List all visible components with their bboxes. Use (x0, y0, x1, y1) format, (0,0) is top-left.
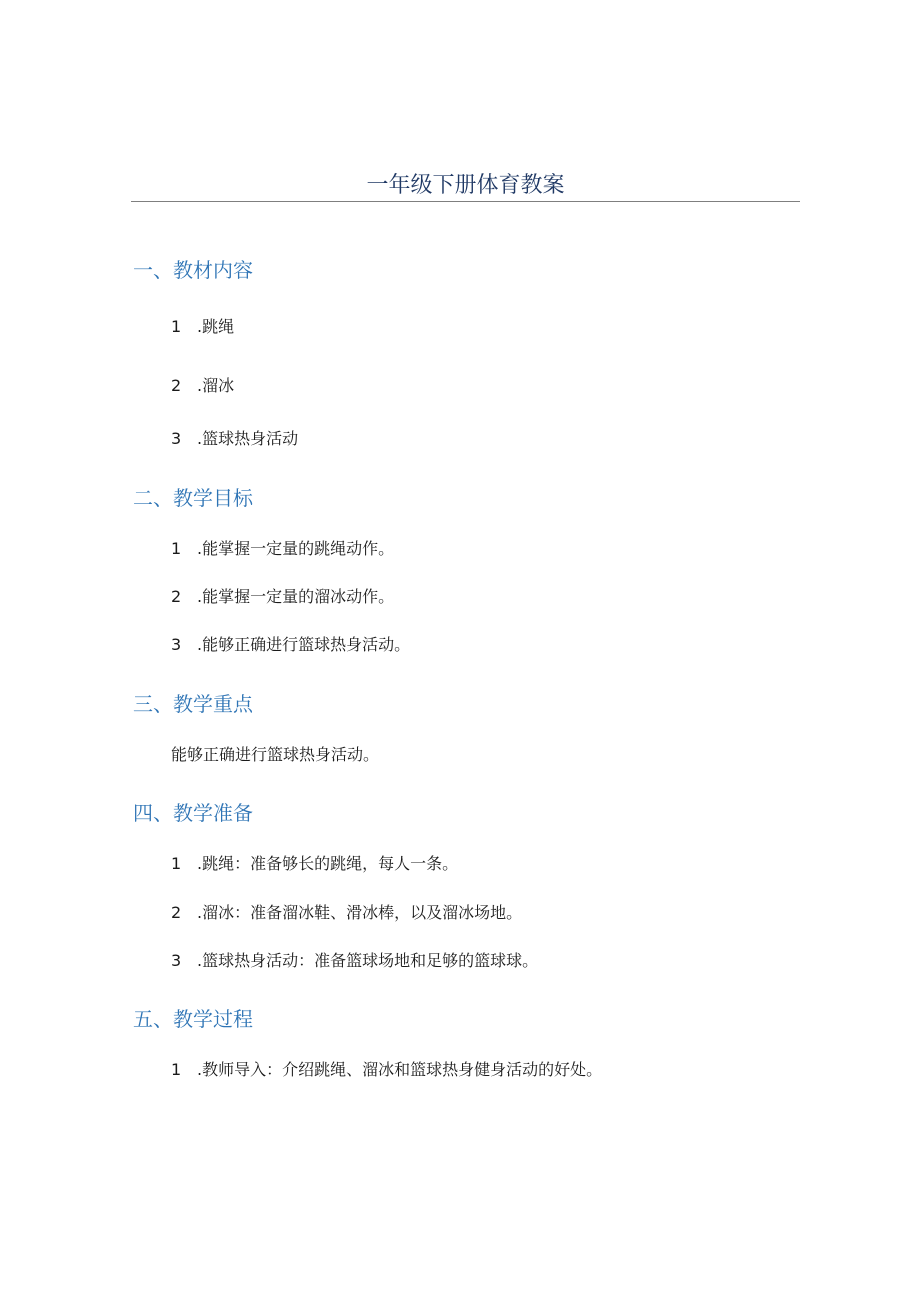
section-heading-process: 五、教学过程 (133, 1007, 253, 1031)
list-item (171, 851, 458, 874)
list-item (171, 1057, 602, 1080)
list-item (171, 314, 234, 337)
list-item-text: .能够正确进行篮球热身活动。 (197, 635, 411, 654)
list-item-number: 2 (171, 587, 182, 606)
list-item-text: .篮球热身活动 (197, 429, 299, 448)
list-item-text: .跳绳 (197, 317, 235, 336)
list-item (171, 948, 538, 971)
list-item (171, 373, 234, 396)
title-divider (131, 201, 800, 202)
section-heading-preparation: 四、教学准备 (133, 801, 253, 825)
list-item-number: 1 (171, 1060, 182, 1079)
list-item (171, 426, 298, 449)
list-item-number: 3 (171, 429, 182, 448)
list-item-number: 1 (171, 854, 182, 873)
list-item (171, 584, 394, 607)
list-item-text: .能掌握一定量的溜冰动作。 (197, 587, 395, 606)
list-item-text: .教师导入：介绍跳绳、溜冰和篮球热身健身活动的好处。 (197, 1060, 603, 1079)
list-item (171, 632, 410, 655)
section-paragraph: 能够正确进行篮球热身活动。 (171, 745, 380, 764)
list-item-text: .篮球热身活动：准备篮球场地和足够的篮球球。 (197, 951, 539, 970)
list-item-number: 3 (171, 635, 182, 654)
list-item-text: .跳绳：准备够长的跳绳，每人一条。 (197, 854, 459, 873)
list-item-number: 1 (171, 317, 182, 336)
list-item (171, 900, 522, 923)
document-title: 一年级下册体育教案 (366, 173, 565, 198)
section-heading-materials: 一、教材内容 (133, 258, 253, 282)
section-heading-key-points: 三、教学重点 (133, 692, 253, 716)
list-item (171, 536, 394, 559)
section-heading-objectives: 二、教学目标 (133, 486, 253, 510)
list-item-number: 2 (171, 903, 182, 922)
list-item-text: .能掌握一定量的跳绳动作。 (197, 539, 395, 558)
list-item-number: 2 (171, 376, 182, 395)
list-item-number: 3 (171, 951, 182, 970)
list-item-text: .溜冰 (197, 376, 235, 395)
list-item-number: 1 (171, 539, 182, 558)
list-item-text: .溜冰：准备溜冰鞋、滑冰棒，以及溜冰场地。 (197, 903, 523, 922)
